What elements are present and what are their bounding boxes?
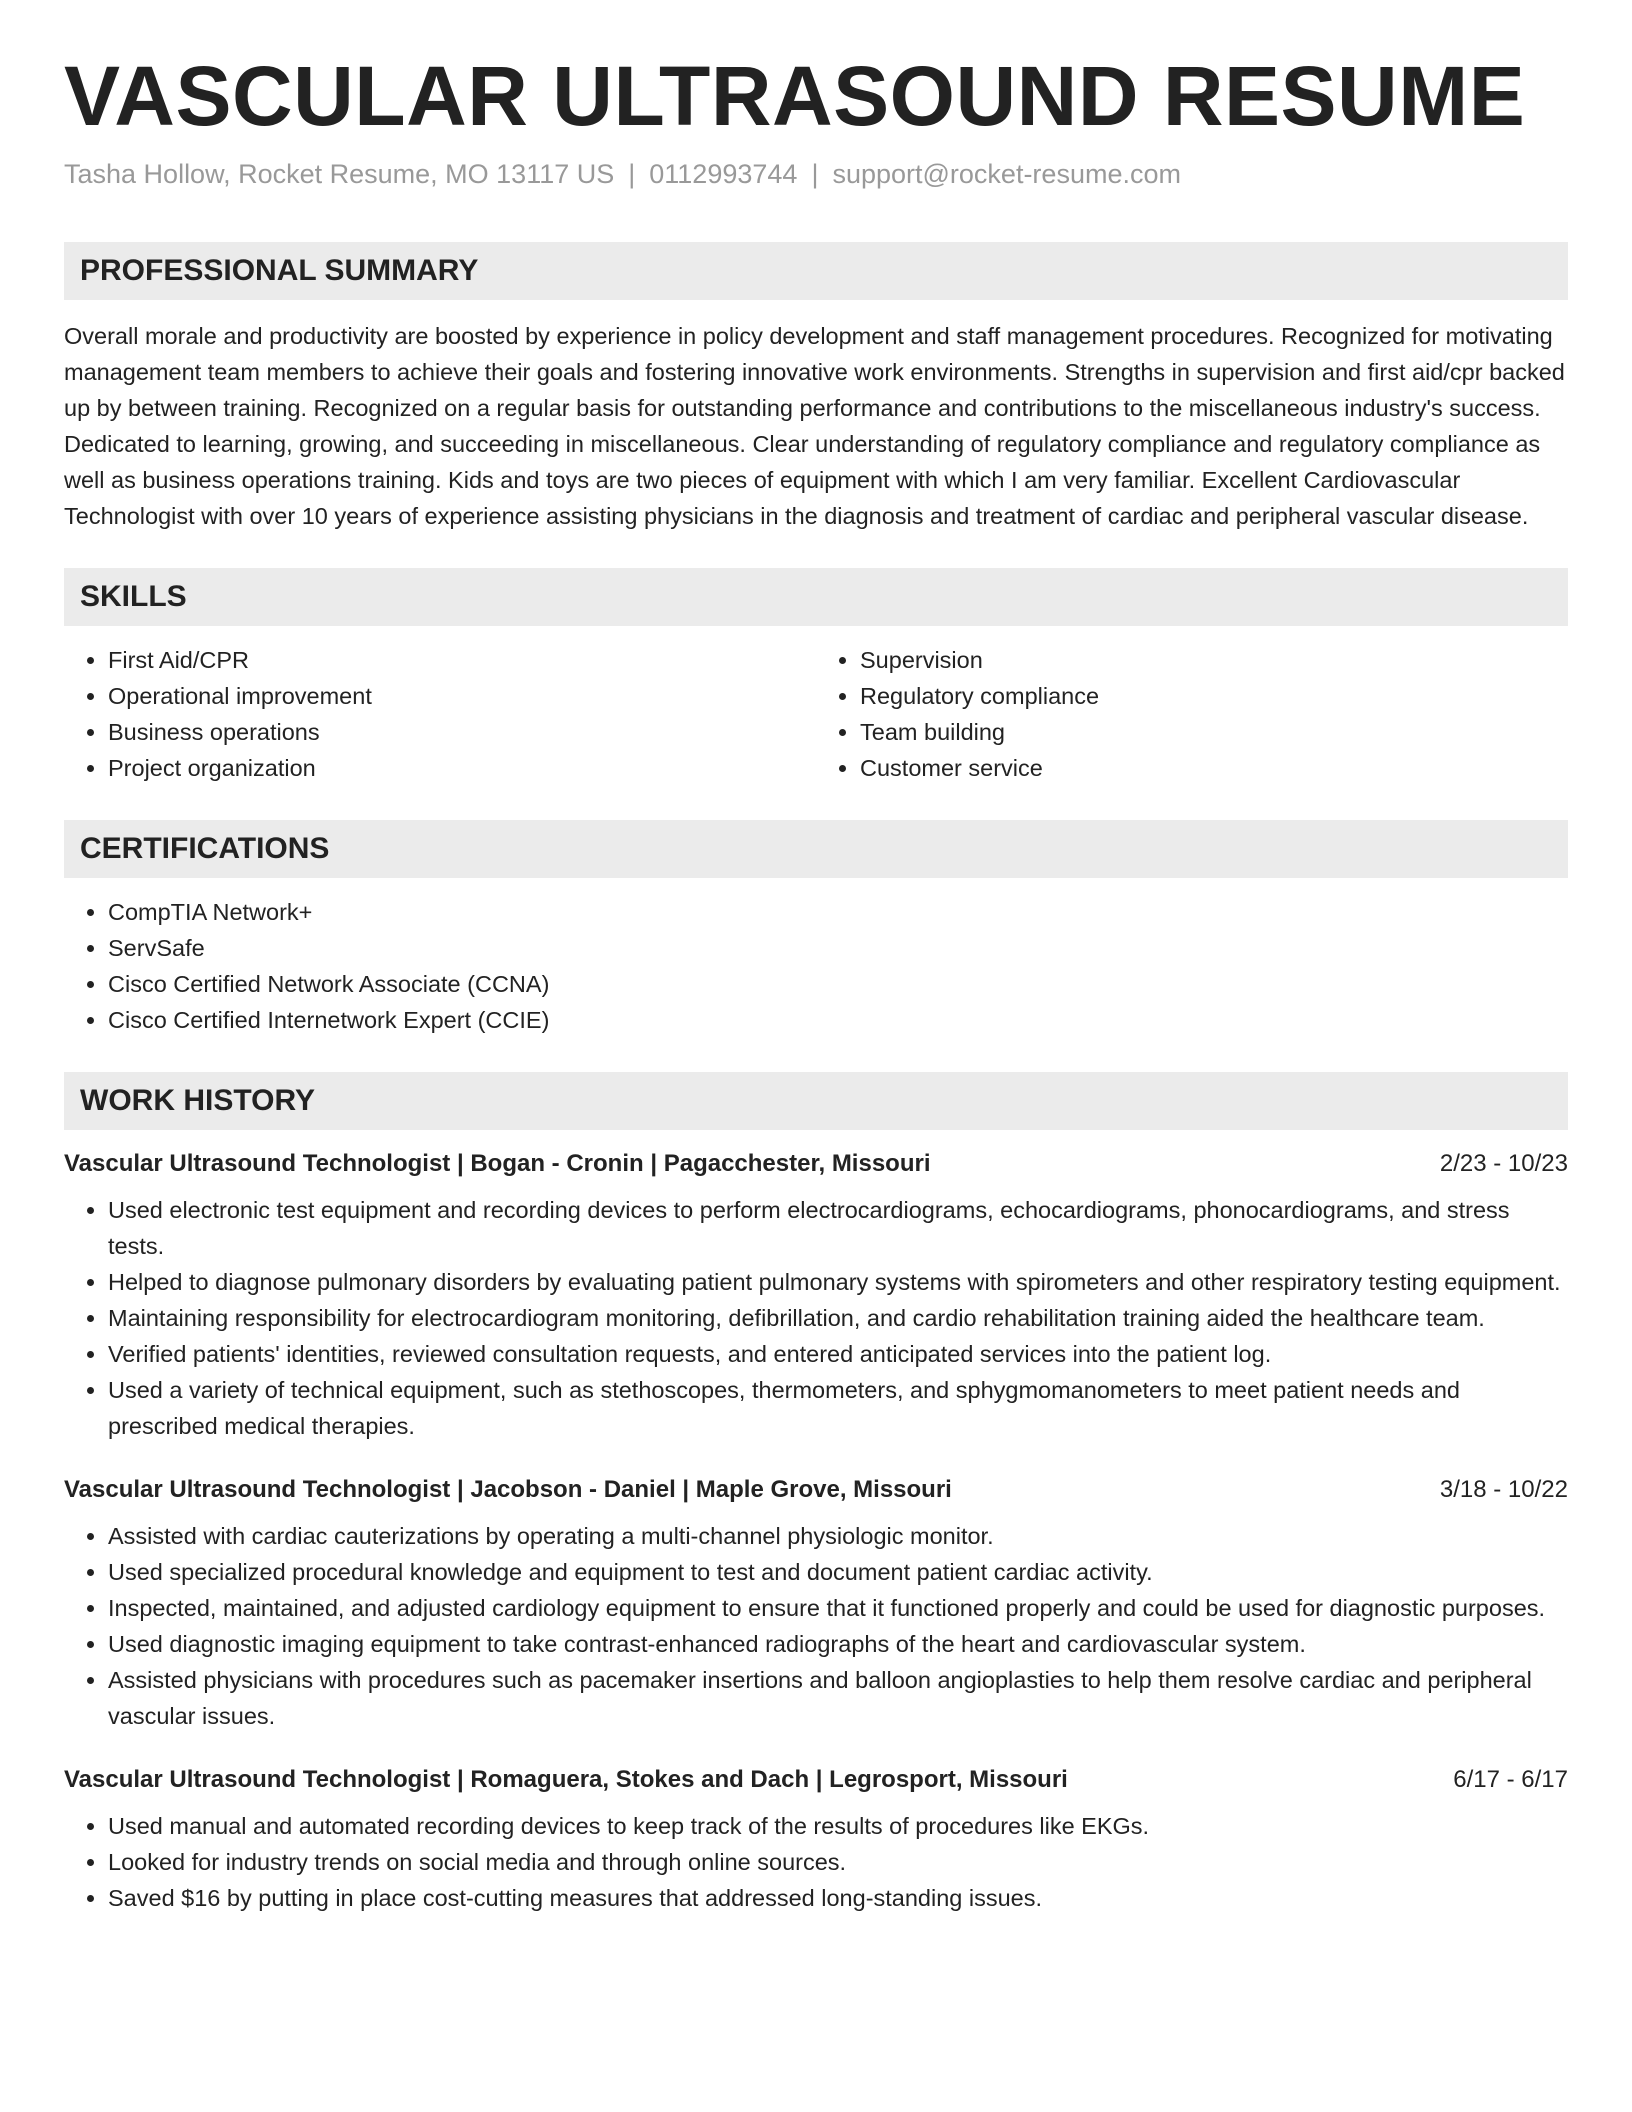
contact-separator: | xyxy=(811,158,819,189)
job-bullet: • Looked for industry trends on social media and through online sources. xyxy=(108,1844,1568,1880)
skill-item: • Operational improvement xyxy=(108,678,816,714)
certification-item: • Cisco Certified Network Associate (CCNA) xyxy=(108,966,1568,1002)
job-bullet: • Used a variety of technical equipment, such as stethoscopes, thermometers, and sphygmomanometers to meet patient needs and prescribed medical therapies. xyxy=(108,1372,1568,1444)
contact-address: Tasha Hollow, Rocket Resume, MO 13117 US xyxy=(64,158,615,189)
resume-title: VASCULAR ULTRASOUND RESUME xyxy=(64,49,1526,143)
skill-item: • Business operations xyxy=(108,714,816,750)
summary-heading: PROFESSIONAL SUMMARY xyxy=(64,242,1568,300)
job-bullet: • Inspected, maintained, and adjusted cardiology equipment to ensure that it functioned properly and could be used for diagnostic purposes. xyxy=(108,1590,1568,1626)
certifications-list xyxy=(64,894,1568,1038)
work-history-heading: WORK HISTORY xyxy=(64,1072,1568,1130)
job-bullet: • Assisted with cardiac cauterizations by operating a multi-channel physiologic monitor. xyxy=(108,1518,1568,1554)
skill-item: • Customer service xyxy=(860,750,1568,786)
job-bullets xyxy=(64,1518,1568,1734)
certification-item: • Cisco Certified Internetwork Expert (CCIE) xyxy=(108,1002,1568,1038)
certification-item: • ServSafe xyxy=(108,930,1568,966)
job-bullet: • Helped to diagnose pulmonary disorders by evaluating patient pulmonary systems with spirometers and other respiratory testing equipment. xyxy=(108,1264,1568,1300)
job-header xyxy=(64,1766,1568,1794)
skills-column-right xyxy=(816,642,1568,786)
contact-line xyxy=(64,159,1568,190)
job-bullet: • Used specialized procedural knowledge and equipment to test and document patient cardiac activity. xyxy=(108,1554,1568,1590)
skill-item: • First Aid/CPR xyxy=(108,642,816,678)
skills-column-left xyxy=(64,642,816,786)
job-bullet: • Used electronic test equipment and recording devices to perform electrocardiograms, echocardiograms, phonocardiograms, and stress tests. xyxy=(108,1192,1568,1264)
job-bullets xyxy=(64,1192,1568,1444)
job-bullet: • Verified patients' identities, reviewed consultation requests, and entered anticipated services into the patient log. xyxy=(108,1336,1568,1372)
skill-item: • Regulatory compliance xyxy=(860,678,1568,714)
certification-item: • CompTIA Network+ xyxy=(108,894,1568,930)
job-bullets xyxy=(64,1808,1568,1916)
job-dates: 3/18 - 10/22 xyxy=(1439,1475,1568,1503)
job-title: Vascular Ultrasound Technologist | Bogan - Cronin | Pagacchester, Missouri xyxy=(64,1149,931,1177)
job-dates: 2/23 - 10/23 xyxy=(1439,1149,1568,1177)
job-header xyxy=(64,1150,1568,1178)
skill-item: • Supervision xyxy=(860,642,1568,678)
skill-item: • Project organization xyxy=(108,750,816,786)
job-bullet: • Saved $16 by putting in place cost-cutting measures that addressed long-standing issues. xyxy=(108,1880,1568,1916)
certifications-heading: CERTIFICATIONS xyxy=(64,820,1568,878)
skill-item: • Team building xyxy=(860,714,1568,750)
job-title: Vascular Ultrasound Technologist | Romaguera, Stokes and Dach | Legrosport, Missouri xyxy=(64,1765,1068,1793)
skills-heading: SKILLS xyxy=(64,568,1568,626)
job-header xyxy=(64,1476,1568,1504)
job-bullet: • Used manual and automated recording devices to keep track of the results of procedures like EKGs. xyxy=(108,1808,1568,1844)
job-bullet: • Maintaining responsibility for electrocardiogram monitoring, defibrillation, and cardio rehabilitation training aided the healthcare team. xyxy=(108,1300,1568,1336)
job-bullet: • Used diagnostic imaging equipment to take contrast-enhanced radiographs of the heart and cardiovascular system. xyxy=(108,1626,1568,1662)
contact-email[interactable]: support@rocket-resume.com xyxy=(832,158,1181,189)
contact-phone: 0112993744 xyxy=(649,158,798,189)
job-bullet: • Assisted physicians with procedures such as pacemaker insertions and balloon angioplasties to help them resolve cardiac and peripheral vascular issues. xyxy=(108,1662,1568,1734)
job-title: Vascular Ultrasound Technologist | Jacobson - Daniel | Maple Grove, Missouri xyxy=(64,1475,952,1503)
summary-text: Overall morale and productivity are boosted by experience in policy development and staff management procedures. Recognized for motivating management team members to achieve their goals and fostering innovative work environments. Strengths in supervision and first aid/cpr backed up by between training. Recognized on a regular basis for outstanding performance and contributions to the miscellaneous industry's success. Dedicated to learning, growing, and succeeding in miscellaneous. Clear understanding of regulatory compliance and regulatory compliance as well as business operations training. Kids and toys are two pieces of equipment with which I am very familiar. Excellent Cardiovascular Technologist with over 10 years of experience assisting physicians in the diagnosis and treatment of cardiac and peripheral vascular disease. xyxy=(64,322,1565,529)
contact-separator: | xyxy=(628,158,636,189)
job-dates: 6/17 - 6/17 xyxy=(1453,1765,1568,1793)
skills-list xyxy=(64,642,1568,786)
